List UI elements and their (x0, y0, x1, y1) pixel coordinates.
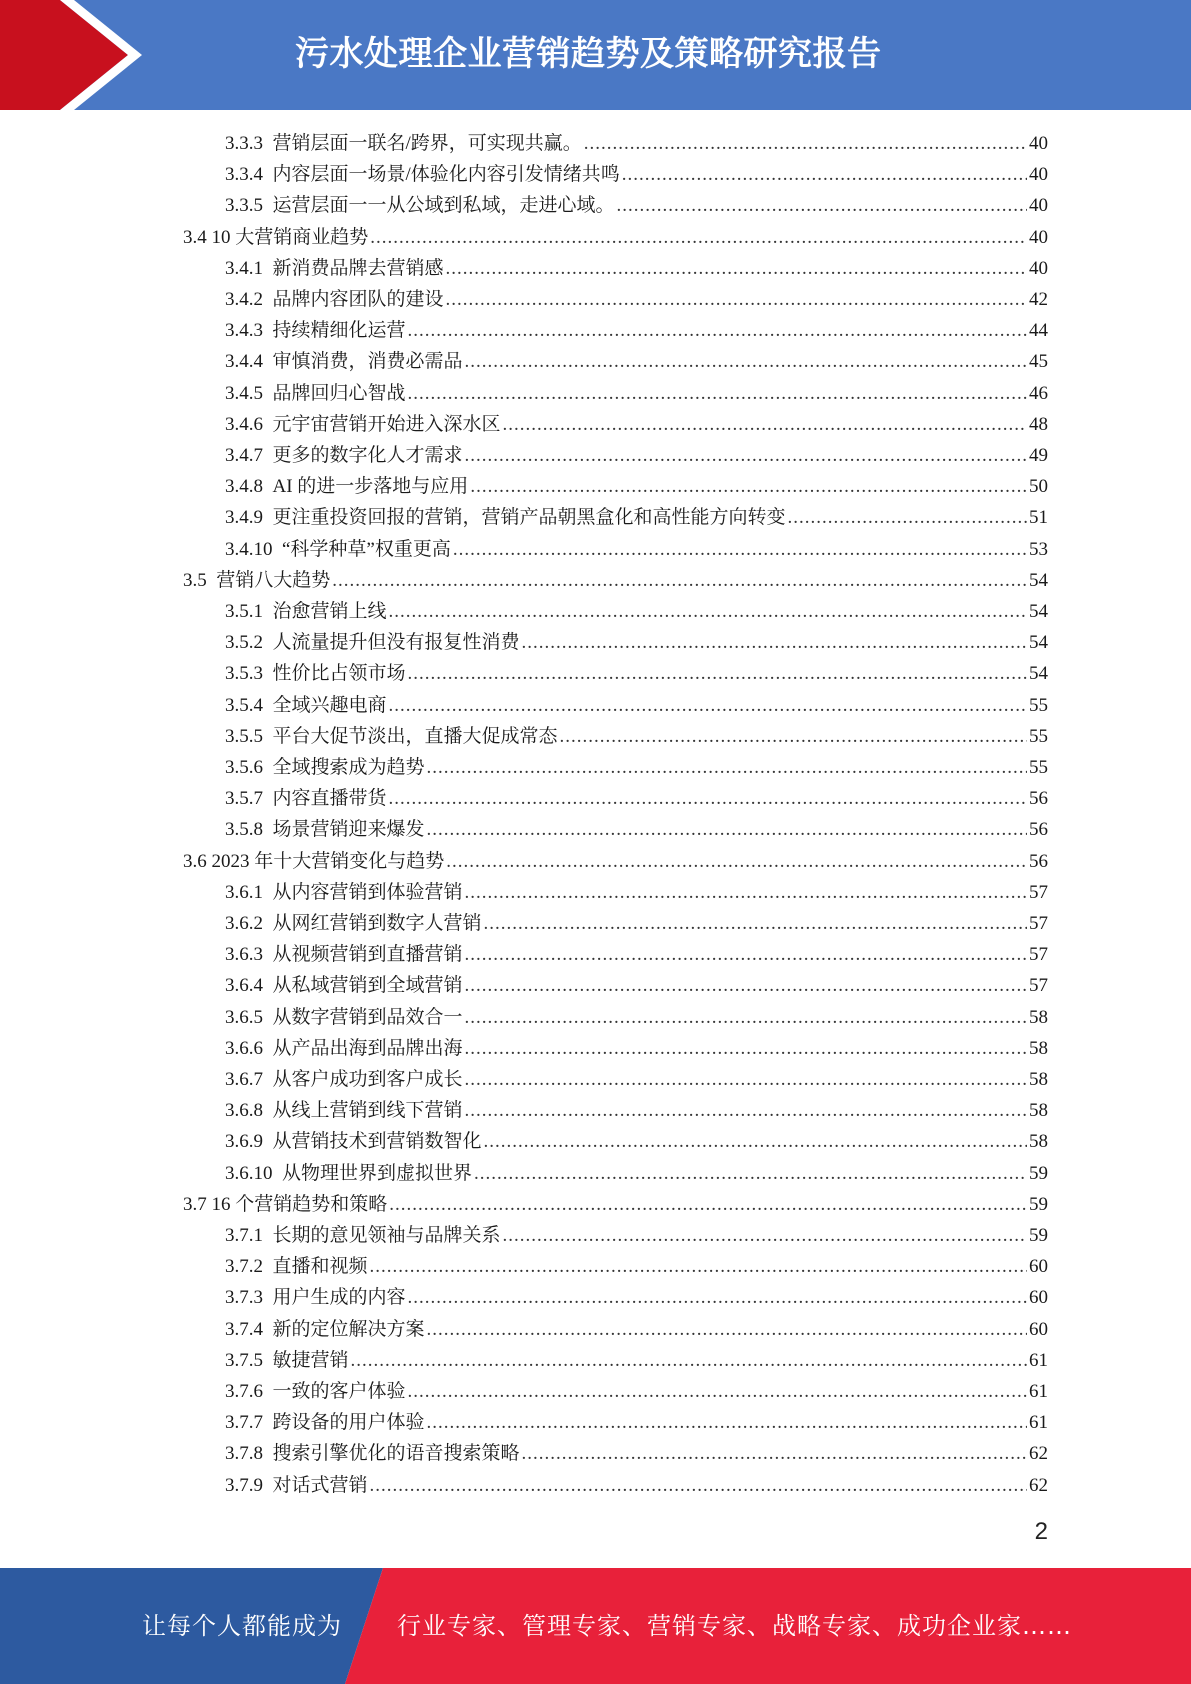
page-number: 2 (1034, 1518, 1048, 1545)
toc-entry-spacer (263, 190, 273, 221)
toc-entry-page: 57 (1029, 881, 1048, 903)
toc-entry-page: 40 (1029, 257, 1048, 279)
toc-entry[interactable] (225, 1376, 1048, 1407)
toc-entry-page: 49 (1029, 445, 1048, 466)
toc-entry-spacer (263, 284, 273, 315)
toc-dot-leader (389, 783, 1027, 814)
toc-dot-leader (370, 222, 1027, 253)
toc-entry-spacer (263, 1033, 273, 1064)
toc-entry-number: 3.7.6 (225, 1381, 263, 1402)
toc-entry-page: 62 (1029, 1474, 1048, 1496)
toc-entry-number: 3.4.3 (225, 320, 263, 342)
toc-entry-spacer (263, 378, 273, 409)
toc-entry-title: 新消费品牌去营销感 (272, 257, 444, 279)
toc-entry-number: 3.7.3 (225, 1287, 263, 1309)
toc-entry-page: 56 (1029, 788, 1048, 810)
toc-entry-spacer (263, 159, 273, 190)
toc-entry-page: 51 (1029, 507, 1048, 529)
toc-entry[interactable] (225, 1282, 1048, 1313)
toc-entry-page: 58 (1029, 1100, 1048, 1122)
toc-entry[interactable] (225, 315, 1048, 346)
toc-entry-spacer (263, 1002, 273, 1033)
toc-entry-title: 搜索引擎优化的语音搜索策略 (272, 1443, 520, 1465)
toc-entry-title: 长期的意见领袖与品牌关系 (272, 1225, 501, 1246)
toc-entry[interactable] (225, 378, 1048, 409)
toc-entry-title: 跨设备的用户体验 (272, 1412, 425, 1434)
toc-entry-number: 3.6.2 (225, 913, 263, 934)
toc-entry-spacer (263, 1095, 273, 1126)
toc-entry-title: 从数字营销到品效合一 (272, 1006, 463, 1028)
toc-entry[interactable] (183, 565, 1048, 596)
toc-entry[interactable] (225, 409, 1048, 440)
toc-entry[interactable] (225, 1345, 1048, 1376)
toc-entry[interactable] (225, 159, 1048, 190)
toc-entry-number: 3.6.10 (225, 1162, 273, 1184)
toc-entry-title: 性价比占领市场 (272, 663, 406, 685)
toc-entry-page: 54 (1029, 601, 1048, 622)
toc-entry-page: 53 (1029, 538, 1048, 560)
toc-entry-spacer (263, 128, 273, 159)
toc-dot-leader (370, 1470, 1027, 1501)
toc-dot-leader (427, 1407, 1027, 1438)
toc-entry-page: 40 (1029, 133, 1048, 154)
toc-entry-page: 45 (1029, 351, 1048, 373)
toc-entry-page: 59 (1029, 1162, 1048, 1184)
toc-entry-number: 3.5.3 (225, 663, 263, 685)
toc-entry-number: 3.7.4 (225, 1318, 263, 1340)
toc-entry-page: 44 (1029, 320, 1048, 342)
toc-entry[interactable] (225, 690, 1048, 721)
toc-entry-spacer (263, 1220, 273, 1251)
toc-entry[interactable] (225, 1251, 1048, 1282)
toc-entry-page: 59 (1029, 1225, 1048, 1246)
toc-entry-title: 更多的数字化人才需求 (272, 445, 463, 466)
toc-entry[interactable] (225, 783, 1048, 814)
toc-dot-leader (427, 1314, 1027, 1345)
toc-dot-leader (408, 315, 1027, 346)
toc-entry-spacer (273, 1158, 283, 1189)
toc-entry[interactable] (225, 1033, 1048, 1064)
toc-entry[interactable] (225, 814, 1048, 845)
toc-entry-title: 场景营销迎来爆发 (272, 819, 425, 841)
toc-entry-number: 3.5.1 (225, 601, 263, 622)
toc-entry-spacer (263, 1376, 273, 1407)
toc-entry-spacer (263, 471, 273, 502)
toc-entry-title: 16 个营销趋势和策略 (211, 1193, 388, 1215)
toc-entry-title: 从产品出海到品牌出海 (272, 1037, 463, 1059)
toc-entry-number: 3.5.5 (225, 725, 263, 747)
toc-entry-title: 营销八大趋势 (216, 569, 331, 591)
toc-entry-page: 48 (1029, 413, 1048, 435)
footer-slogan-left: 让每个人都能成为 (142, 1612, 342, 1640)
toc-entry[interactable] (225, 1220, 1048, 1251)
toc-entry-number: 3.4.6 (225, 413, 263, 435)
toc-entry[interactable] (225, 721, 1048, 752)
toc-entry-spacer (263, 1314, 273, 1345)
toc-entry-title: 治愈营销上线 (272, 601, 387, 622)
toc-entry-number: 3.4.5 (225, 382, 263, 404)
toc-entry[interactable] (225, 1314, 1048, 1345)
toc-entry-title: 从物理世界到虚拟世界 (282, 1162, 473, 1184)
toc-entry-number: 3.5.2 (225, 632, 263, 654)
toc-dot-leader (465, 1095, 1027, 1126)
toc-entry-page: 59 (1029, 1193, 1048, 1215)
toc-entry-page: 57 (1029, 975, 1048, 997)
toc-entry-number: 3.4.7 (225, 445, 263, 466)
toc-entry-title: 人流量提升但没有报复性消费 (272, 632, 520, 654)
toc-entry-title: 从内容营销到体验营销 (272, 881, 463, 903)
toc-entry-page: 56 (1029, 819, 1048, 841)
toc-entry-spacer (263, 939, 273, 970)
toc-dot-leader (408, 658, 1027, 689)
toc-entry[interactable] (225, 908, 1048, 939)
toc-entry-page: 61 (1029, 1412, 1048, 1434)
toc-entry-number: 3.7 (183, 1193, 207, 1215)
toc-dot-leader (465, 877, 1027, 908)
toc-dot-leader (465, 440, 1027, 471)
toc-entry-title: 平台大促节淡出，直播大促成常态 (272, 725, 558, 747)
toc-entry-title: 10 大营销商业趋势 (211, 226, 369, 248)
toc-dot-leader (370, 1251, 1027, 1282)
toc-entry-title: 直播和视频 (272, 1256, 368, 1278)
toc-entry[interactable] (225, 1126, 1048, 1157)
toc-entry-title: 从私域营销到全域营销 (272, 975, 463, 997)
toc-dot-leader (465, 1064, 1027, 1095)
toc-dot-leader (389, 1189, 1027, 1220)
toc-entry[interactable] (225, 1095, 1048, 1126)
toc-entry-title: 审慎消费，消费必需品 (272, 351, 463, 373)
toc-entry-spacer (273, 534, 283, 565)
toc-entry-spacer (263, 783, 273, 814)
toc-entry[interactable] (225, 471, 1048, 502)
toc-entry-spacer (263, 596, 273, 627)
toc-entry-title: 一致的客户体验 (272, 1381, 406, 1402)
toc-entry-spacer (263, 752, 273, 783)
toc-dot-leader (503, 409, 1027, 440)
toc-entry[interactable] (225, 1470, 1048, 1501)
toc-entry[interactable] (183, 846, 1048, 877)
toc-entry[interactable] (183, 222, 1048, 253)
toc-entry[interactable] (225, 190, 1048, 221)
toc-entry-page: 50 (1029, 476, 1048, 498)
toc-entry-title: 新的定位解决方案 (272, 1318, 425, 1340)
toc-entry-page: 42 (1029, 289, 1048, 310)
toc-entry-number: 3.4.4 (225, 351, 263, 373)
toc-entry-title: 品牌内容团队的建设 (272, 289, 444, 310)
toc-entry-spacer (263, 409, 273, 440)
toc-dot-leader (446, 846, 1027, 877)
toc-entry[interactable] (225, 440, 1048, 471)
toc-entry-title: 从营销技术到营销数智化 (272, 1131, 482, 1153)
toc-entry-page: 55 (1029, 694, 1048, 716)
toc-entry-number: 3.3.5 (225, 195, 263, 217)
toc-entry[interactable] (225, 970, 1048, 1001)
toc-entry-spacer (263, 1470, 273, 1501)
report-title: 污水处理企业营销趋势及策略研究报告 (295, 34, 882, 74)
toc-entry[interactable] (225, 877, 1048, 908)
toc-dot-leader (389, 596, 1027, 627)
toc-entry-page: 58 (1029, 1069, 1048, 1090)
toc-entry-page: 56 (1029, 850, 1048, 872)
toc-entry-number: 3.7.2 (225, 1256, 263, 1278)
toc-entry-page: 46 (1029, 382, 1048, 404)
toc-entry-number: 3.6.1 (225, 881, 263, 903)
toc-entry-number: 3.5 (183, 569, 207, 591)
toc-entry-number: 3.6.5 (225, 1006, 263, 1028)
toc-dot-leader (617, 190, 1027, 221)
toc-entry-title: 运营层面一一从公域到私域，走进心域。 (272, 195, 615, 217)
toc-entry-page: 61 (1029, 1349, 1048, 1371)
toc-entry-spacer (263, 440, 273, 471)
toc-entry-page: 57 (1029, 913, 1048, 934)
toc-entry[interactable] (225, 284, 1048, 315)
toc-entry-page: 58 (1029, 1037, 1048, 1059)
toc-dot-leader (446, 284, 1027, 315)
toc-entry-page: 55 (1029, 725, 1048, 747)
toc-entry-page: 55 (1029, 757, 1048, 778)
toc-dot-leader (622, 159, 1027, 190)
toc-entry[interactable] (225, 534, 1048, 565)
toc-dot-leader (465, 970, 1027, 1001)
toc-entry[interactable] (225, 1438, 1048, 1469)
toc-entry[interactable] (225, 1407, 1048, 1438)
toc-entry-number: 3.6.9 (225, 1131, 263, 1153)
toc-dot-leader (465, 1033, 1027, 1064)
toc-entry[interactable] (225, 346, 1048, 377)
toc-entry-page: 60 (1029, 1256, 1048, 1278)
toc-entry-number: 3.4.10 (225, 538, 273, 560)
toc-entry-title: 营销层面一联名/跨界，可实现共赢。 (272, 133, 582, 154)
toc-entry[interactable] (183, 1189, 1048, 1220)
toc-entry-page: 58 (1029, 1006, 1048, 1028)
toc-entry[interactable] (225, 627, 1048, 658)
toc-entry-spacer (263, 627, 273, 658)
toc-entry-number: 3.5.7 (225, 788, 263, 810)
toc-entry-page: 60 (1029, 1287, 1048, 1309)
toc-entry-title: 从视频营销到直播营销 (272, 944, 463, 966)
toc-entry-title: 从线上营销到线下营销 (272, 1100, 463, 1122)
toc-entry-number: 3.7.7 (225, 1412, 263, 1434)
toc-entry-number: 3.5.8 (225, 819, 263, 841)
toc-entry-spacer (263, 1251, 273, 1282)
toc-dot-leader (351, 1345, 1027, 1376)
toc-dot-leader (408, 1376, 1027, 1407)
toc-entry-spacer (263, 502, 273, 533)
toc-entry-spacer (263, 1345, 273, 1376)
toc-entry-spacer (263, 877, 273, 908)
toc-entry-number: 3.6.7 (225, 1069, 263, 1090)
toc-entry[interactable] (225, 1158, 1048, 1189)
toc-entry-page: 40 (1029, 195, 1048, 217)
toc-dot-leader (427, 814, 1027, 845)
toc-entry-page: 54 (1029, 632, 1048, 654)
toc-entry-spacer (263, 1407, 273, 1438)
toc-entry-title: 从网红营销到数字人营销 (272, 913, 482, 934)
toc-entry-spacer (263, 908, 273, 939)
toc-dot-leader (453, 534, 1027, 565)
toc-dot-leader (474, 1158, 1027, 1189)
toc-entry-number: 3.4.8 (225, 476, 263, 498)
toc-entry-page: 60 (1029, 1318, 1048, 1340)
toc-entry[interactable] (225, 253, 1048, 284)
toc-entry-spacer (263, 1438, 273, 1469)
toc-entry-title: 品牌回归心智战 (272, 382, 406, 404)
toc-entry-number: 3.4.1 (225, 257, 263, 279)
toc-entry[interactable] (225, 128, 1048, 159)
toc-dot-leader (408, 1282, 1027, 1313)
toc-entry-spacer (263, 1064, 273, 1095)
toc-dot-leader (484, 1126, 1027, 1157)
toc-dot-leader (427, 752, 1027, 783)
toc-entry-spacer (263, 690, 273, 721)
toc-entry-number: 3.6.4 (225, 975, 263, 997)
toc-dot-leader (484, 908, 1027, 939)
toc-entry-spacer (263, 814, 273, 845)
toc-entry-page: 61 (1029, 1381, 1048, 1402)
toc-entry-title: “科学种草”权重更高 (282, 538, 451, 560)
toc-entry-spacer (263, 658, 273, 689)
toc-dot-leader (389, 690, 1027, 721)
toc-entry-number: 3.3.4 (225, 164, 263, 186)
toc-entry-spacer (263, 1282, 273, 1313)
toc-entry-spacer (207, 565, 217, 596)
toc-entry-page: 57 (1029, 944, 1048, 966)
toc-entry[interactable] (225, 596, 1048, 627)
toc-entry[interactable] (225, 939, 1048, 970)
toc-entry-number: 3.4.9 (225, 507, 263, 529)
toc-entry-number: 3.7.5 (225, 1349, 263, 1371)
toc-dot-leader (465, 346, 1027, 377)
toc-entry-spacer (263, 1126, 273, 1157)
toc-entry-title: AI 的进一步落地与应用 (272, 476, 469, 498)
toc-entry-number: 3.4.2 (225, 289, 263, 310)
toc-dot-leader (522, 627, 1027, 658)
toc-entry-spacer (263, 253, 273, 284)
toc-entry-page: 40 (1029, 164, 1048, 186)
toc-entry[interactable] (225, 752, 1048, 783)
toc-entry-page: 54 (1029, 569, 1048, 591)
toc-entry-title: 对话式营销 (272, 1474, 368, 1496)
toc-entry-number: 3.3.3 (225, 133, 263, 154)
toc-dot-leader (465, 939, 1027, 970)
toc-dot-leader (408, 378, 1027, 409)
toc-entry-number: 3.6.6 (225, 1037, 263, 1059)
toc-entry-spacer (263, 315, 273, 346)
page-header (0, 0, 1191, 110)
footer-slogan-right: 行业专家、管理专家、营销专家、战略专家、成功企业家…… (397, 1612, 1072, 1640)
toc-entry-number: 3.7.8 (225, 1443, 263, 1465)
toc-entry-title: 2023 年十大营销变化与趋势 (211, 850, 445, 872)
toc-entry-title: 全域兴趣电商 (272, 694, 387, 716)
toc-dot-leader (560, 721, 1027, 752)
toc-entry-page: 40 (1029, 226, 1048, 248)
toc-entry-number: 3.7.1 (225, 1225, 263, 1246)
toc-entry-spacer (263, 970, 273, 1001)
toc-entry[interactable] (225, 1064, 1048, 1095)
toc-entry-page: 62 (1029, 1443, 1048, 1465)
toc-entry-number: 3.4 (183, 226, 207, 248)
toc-entry-number: 3.6 (183, 850, 207, 872)
toc-entry-title: 用户生成的内容 (272, 1287, 406, 1309)
toc-dot-leader (332, 565, 1027, 596)
toc-dot-leader (584, 128, 1027, 159)
toc-dot-leader (446, 253, 1027, 284)
toc-entry-title: 更注重投资回报的营销，营销产品朝黑盒化和高性能方向转变 (272, 507, 786, 529)
toc-entry[interactable] (225, 658, 1048, 689)
toc-entry-title: 内容层面一场景/体验化内容引发情绪共鸣 (272, 164, 620, 186)
toc-dot-leader (465, 1002, 1027, 1033)
toc-entry-title: 敏捷营销 (272, 1349, 349, 1371)
toc-entry-number: 3.5.4 (225, 694, 263, 716)
toc-dot-leader (788, 502, 1027, 533)
toc-entry-number: 3.6.8 (225, 1100, 263, 1122)
toc-entry-page: 58 (1029, 1131, 1048, 1153)
toc-entry-title: 内容直播带货 (272, 788, 387, 810)
toc-entry-number: 3.5.6 (225, 757, 263, 778)
toc-dot-leader (503, 1220, 1027, 1251)
toc-entry-title: 全域搜索成为趋势 (272, 757, 425, 778)
toc-entry-number: 3.7.9 (225, 1474, 263, 1496)
toc-entry-title: 持续精细化运营 (272, 320, 406, 342)
toc-entry-title: 元宇宙营销开始进入深水区 (272, 413, 501, 435)
toc-entry[interactable] (225, 502, 1048, 533)
toc-entry-number: 3.6.3 (225, 944, 263, 966)
toc-entry-title: 从客户成功到客户成长 (272, 1069, 463, 1090)
toc-entry-spacer (263, 346, 273, 377)
page-footer (0, 1568, 1191, 1684)
toc-entry-page: 54 (1029, 663, 1048, 685)
toc-dot-leader (470, 471, 1027, 502)
toc-entry-spacer (263, 721, 273, 752)
toc-entry[interactable] (225, 1002, 1048, 1033)
toc-dot-leader (522, 1438, 1027, 1469)
